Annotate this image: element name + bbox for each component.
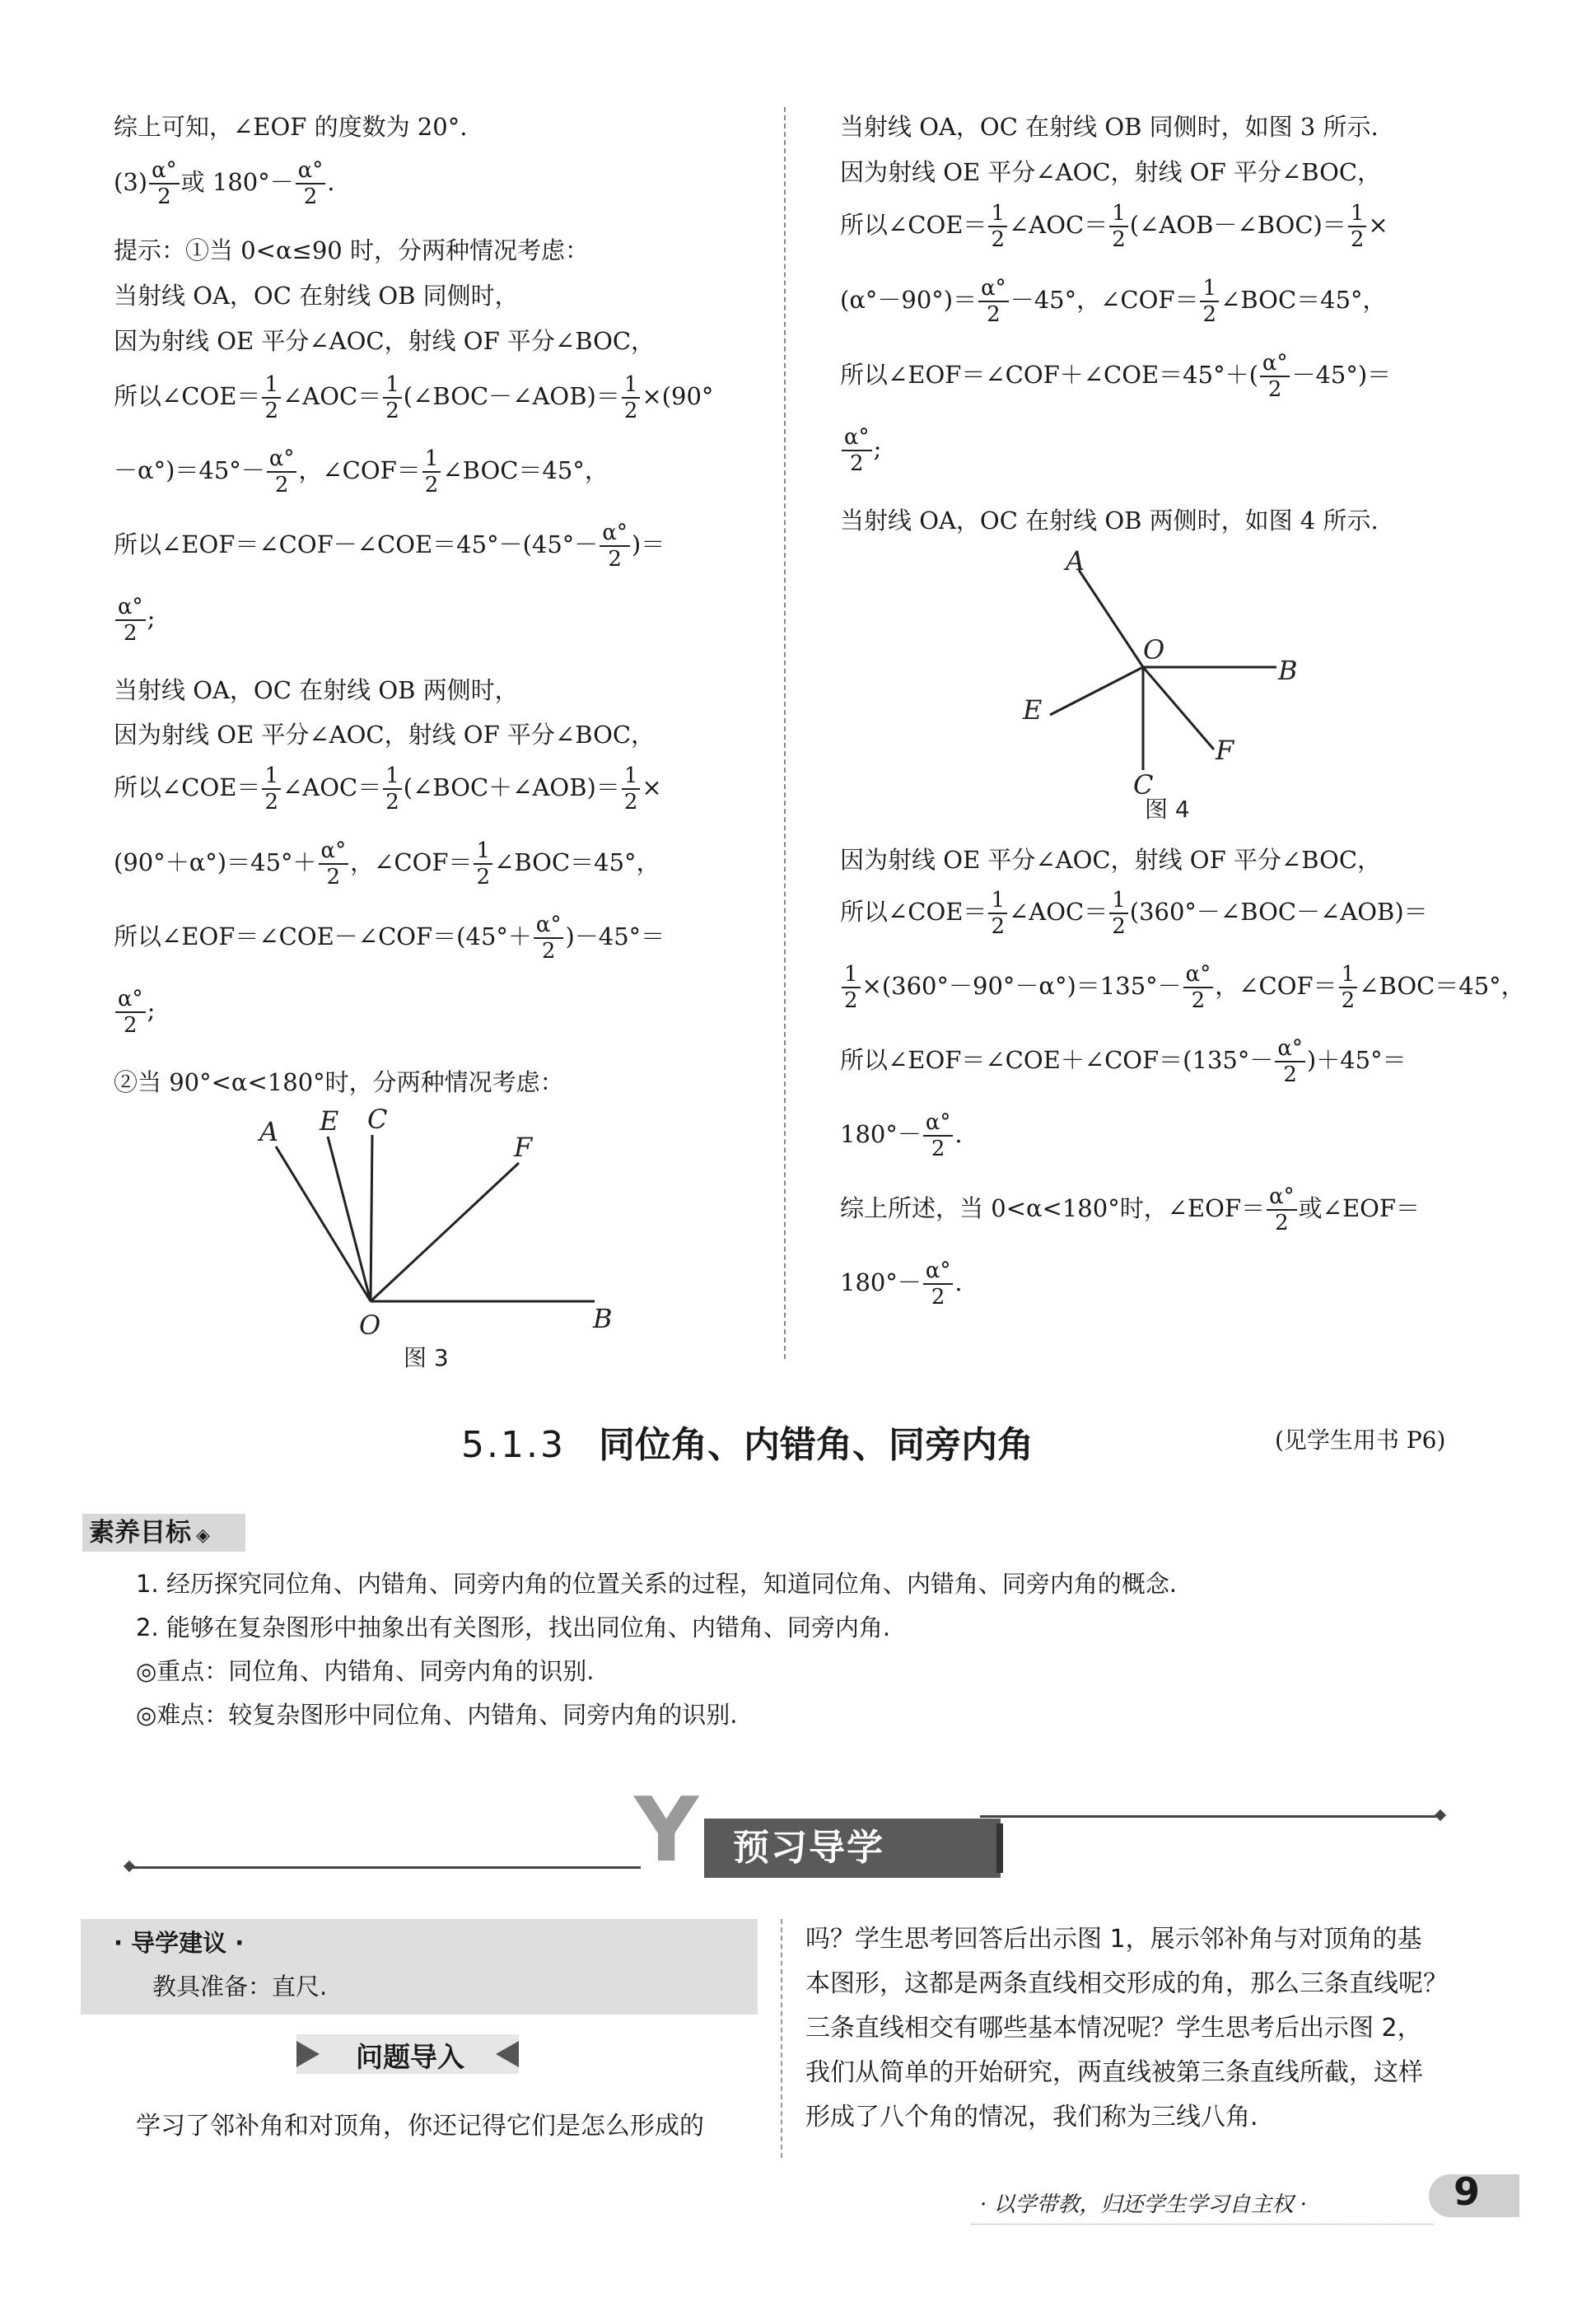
text-line: －α°)＝45°－ $\frac{\alpha^\circ}{2}$ ，∠COF＝ $\frac{1}{2}$ ∠BOC＝45°， (114, 446, 609, 497)
text-line: 本图形，这都是两条直线相交形成的角，那么三条直线呢？ (805, 1969, 1448, 1998)
text-line: 形成了八个角的情况，我们称为三线八角. (805, 2103, 1258, 2132)
text-line: 当射线 OA，OC 在射线 OB 同侧时，如图 3 所示. (840, 113, 1379, 141)
diamond-icon: ◈ (196, 1525, 210, 1546)
label-B: B (593, 1303, 613, 1334)
page-number: 9 (1454, 2169, 1481, 2214)
label-C: C (367, 1104, 388, 1135)
banner-rule-top (980, 1815, 1441, 1818)
label-A: A (1066, 545, 1085, 577)
column-divider (784, 107, 786, 1359)
text-line: 综上可知，∠EOF 的度数为 20°. (114, 113, 468, 141)
text-line: 所以∠COE＝ $\frac{1}{2}$ ∠AOC＝ $\frac{1}{2}$ (∠BOC＋∠AOB)＝ $\frac{1}{2}$ × (114, 763, 662, 815)
text-line: ②当 90°<α<180°时，分两种情况考虑： (114, 1068, 564, 1096)
triangle-icon (296, 2041, 320, 2067)
label-A: A (259, 1116, 279, 1147)
text-line: $\frac{1}{2}$ ×(360°－90°－α°)＝135°－ $\frac{\alpha^\circ}{2}$ ，∠COF＝ $\frac{1}{2}$ ∠BOC＝45°， (840, 962, 1525, 1013)
text-line: 180°－ $\frac{\alpha^\circ}{2}$ . (840, 1258, 963, 1310)
intro-text-right (805, 1917, 1448, 2140)
figure-4 (1013, 544, 1326, 824)
text: 或 180°－ (180, 168, 294, 196)
footer-motto: · 以学带教，归还学生学习自主权 · (980, 2192, 1308, 2217)
banner-dot (1435, 1809, 1446, 1821)
tips-title: · 导学建议 · (114, 1929, 245, 1957)
banner-bar (996, 1823, 1003, 1873)
section-number: 5.1.3 (461, 1424, 566, 1466)
text-line: 所以∠EOF＝∠COF＋∠COE＝45°＋( $\frac{\alpha^\circ}{2}$ －45°)＝ (840, 351, 1392, 402)
text-line: 我们从简单的开始研究，两直线被第三条直线所截，这样 (805, 2058, 1423, 2087)
text-line: (α°－90°)＝ $\frac{\alpha^\circ}{2}$ －45°，∠COF＝ $\frac{1}{2}$ ∠BOC＝45°， (840, 276, 1387, 327)
intro-heading: 问题导入 (356, 2041, 464, 2073)
text-line: 所以∠COE＝ $\frac{1}{2}$ ∠AOC＝ $\frac{1}{2}$ (360°－∠BOC－∠AOB)＝ (840, 888, 1428, 939)
label-O: O (1143, 634, 1165, 665)
text-line: 综上所述，当 0<α<180°时，∠EOF＝ $\frac{\alpha^\circ}{2}$ 或∠EOF＝ (840, 1184, 1421, 1235)
text-line: 当射线 OA，OC 在射线 OB 两侧时， (114, 676, 519, 704)
footer-rule (972, 2224, 1433, 2225)
figure-caption: 图 3 (404, 1344, 449, 1371)
figure-3 (239, 1095, 634, 1375)
goals-heading: 素养目标 ◈ (82, 1514, 245, 1552)
goals-list (136, 1562, 1177, 1737)
text-line: (3) $\frac{\alpha^\circ}{2}$ 或 180°－ $\frac{\alpha^\circ}{2}$ . (114, 158, 335, 209)
banner-rule-bottom (130, 1866, 641, 1869)
text-line: 180°－ $\frac{\alpha^\circ}{2}$ . (840, 1110, 963, 1161)
text-line: 因为射线 OE 平分∠AOC，射线 OF 平分∠BOC， (114, 327, 656, 355)
text-line: 提示：①当 0<α≤90 时，分两种情况考虑： (114, 236, 589, 264)
text-line: (90°＋α°)＝45°＋ $\frac{\alpha^\circ}{2}$ ，∠COF＝ $\frac{1}{2}$ ∠BOC＝45°， (114, 838, 660, 890)
fraction: $\frac{\alpha^\circ}{2}$ (149, 158, 180, 209)
label-E: E (320, 1105, 339, 1137)
text-line: $\frac{\alpha^\circ}{2}$ ; (114, 987, 155, 1038)
section-name: 同位角、内错角、同旁内角 (598, 1424, 1034, 1466)
figure-caption: 图 4 (1145, 796, 1190, 823)
goal-item: 1. 经历探究同位角、内错角、同旁内角的位置关系的过程，知道同位角、内错角、同旁内角的概念. (136, 1570, 1178, 1598)
banner-dot (124, 1861, 135, 1872)
text-line: $\frac{\alpha^\circ}{2}$ ; (114, 595, 155, 646)
banner-title: 预习导学 (733, 1827, 884, 1869)
text: (3) (114, 168, 148, 196)
text-line: 三条直线相交有哪些基本情况呢？学生思考后出示图 2， (805, 2014, 1422, 2043)
text-line: 因为射线 OE 平分∠AOC，射线 OF 平分∠BOC， (840, 846, 1382, 874)
text-line: 因为射线 OE 平分∠AOC，射线 OF 平分∠BOC， (840, 158, 1382, 186)
goal-item: ◎难点：较复杂图形中同位角、内错角、同旁内角的识别. (136, 1701, 738, 1729)
text-line: 当射线 OA，OC 在射线 OB 两侧时，如图 4 所示. (840, 507, 1379, 535)
text-line: 所以∠COE＝ $\frac{1}{2}$ ∠AOC＝ $\frac{1}{2}$ (∠AOB－∠BOC)＝ $\frac{1}{2}$ × (840, 201, 1388, 252)
label-C: C (1133, 769, 1154, 801)
tips-body: 教具准备：直尺. (152, 1973, 328, 2001)
column-divider (781, 1919, 782, 2158)
banner-letter: Y (634, 1779, 699, 1882)
fraction: $\frac{\alpha^\circ}{2}$ (296, 158, 326, 209)
triangle-icon (496, 2041, 519, 2067)
text-line: 所以∠COE＝ $\frac{1}{2}$ ∠AOC＝ $\frac{1}{2}$ (∠BOC－∠AOB)＝ $\frac{1}{2}$ ×(90° (114, 372, 714, 423)
section-title (461, 1415, 1034, 1468)
text-line: 因为射线 OE 平分∠AOC，射线 OF 平分∠BOC， (114, 721, 656, 749)
text-line: 所以∠EOF＝∠COE＋∠COF＝(135°－ $\frac{\alpha^\circ}{2}$ )＋45°＝ (840, 1036, 1407, 1087)
section-reference: (见学生用书 P6) (1275, 1426, 1446, 1454)
text-line: 所以∠EOF＝∠COF－∠COE＝45°－(45°－ $\frac{\alpha^\circ}{2}$ )＝ (114, 521, 665, 572)
text-line: $\frac{\alpha^\circ}{2}$ ; (840, 425, 881, 476)
text-line: 所以∠EOF＝∠COE－∠COF＝(45°＋ $\frac{\alpha^\circ}{2}$ )－45°＝ (114, 913, 665, 964)
label-B: B (1278, 655, 1298, 686)
goal-item: ◎重点：同位角、内错角、同旁内角的识别. (136, 1657, 595, 1685)
label-F: F (514, 1132, 533, 1163)
goal-item: 2. 能够在复杂图形中抽象出有关图形，找出同位角、内错角、同旁内角. (136, 1613, 891, 1641)
label-F: F (1216, 735, 1234, 766)
intro-text-left: 学习了邻补角和对顶角，你还记得它们是怎么形成的 (136, 2112, 704, 2141)
text-line: 吗？学生思考回答后出示图 1，展示邻补角与对顶角的基 (805, 1925, 1422, 1954)
text-line: 当射线 OA，OC 在射线 OB 同侧时， (114, 282, 519, 310)
label-O: O (359, 1310, 381, 1341)
label-E: E (1023, 694, 1043, 726)
